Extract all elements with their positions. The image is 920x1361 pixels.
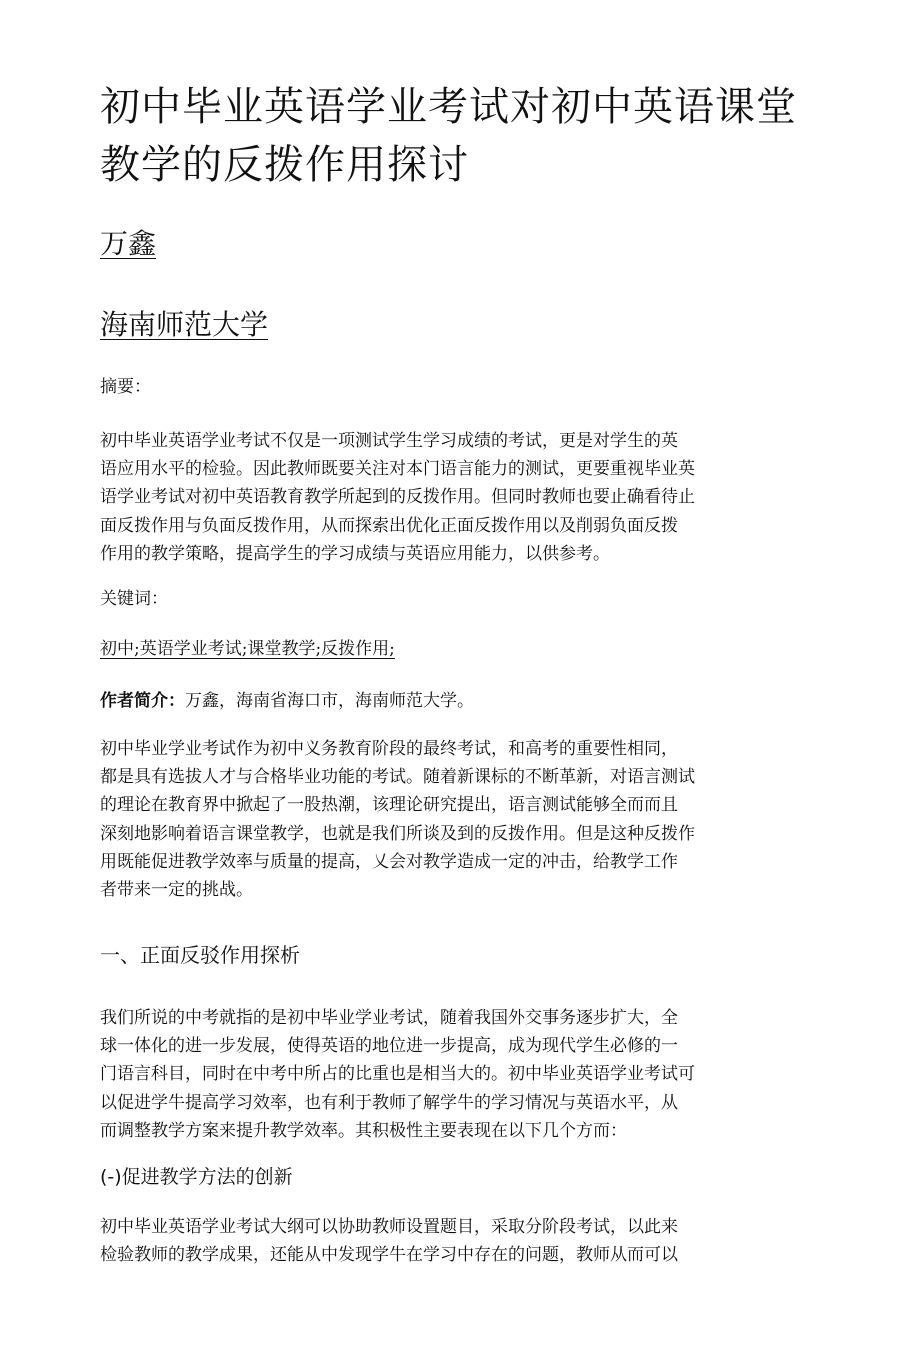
author-info-text: 万鑫，海南省海口市，海南师范大学。 — [185, 691, 474, 711]
keywords-links[interactable]: 初中;英语学业考试;课堂教学;反拨作用; — [100, 639, 395, 659]
intro-line: 深刻地影响着语言课堂教学，也就是我们所谈及到的反拨作用。但是这种反拨作 — [100, 823, 695, 844]
section-line: 而调整教学方案来提升教学效率。其积极性主要表现在以下几个方而： — [100, 1120, 627, 1141]
intro-line: 初中毕业学业考试作为初中义务教育阶段的最终考试，和高考的重要性相同， — [100, 739, 678, 759]
abstract-body — [100, 427, 800, 568]
subsection-line: 初中毕业英语学业考试大纲可以协助教师设置题目，采取分阶段考试，以此来 — [100, 1217, 678, 1237]
intro-paragraph — [100, 735, 800, 904]
section-heading: 一、正面反驳作用探析 — [100, 943, 300, 967]
section-line: 以促进学牛提高学习效率，也有利于教师了解学牛的学习情况与英语水平，从 — [100, 1092, 678, 1113]
abstract-line: 初中毕业英语学业考试不仅是一项测试学生学习成绩的考试，更是对学生的英 — [100, 431, 678, 451]
abstract-label: 摘要： — [100, 377, 151, 397]
author-info — [100, 687, 474, 715]
intro-line: 的理论在教育界中掀起了一股热潮，该理论研究提出，语言测试能够全而而且 — [100, 795, 678, 816]
author-name[interactable]: 万鑫 — [100, 227, 157, 260]
section-paragraph — [100, 1004, 800, 1145]
intro-line: 者带来一定的挑战。 — [100, 880, 253, 901]
section-line: 我们所说的中考就指的是初中毕业学业考试，随着我国外交事务逐步扩大，全 — [100, 1008, 678, 1028]
intro-line: 用既能促进教学效率与质量的提高，乂会对教学造成一定的冲击，给教学工作 — [100, 851, 678, 872]
author-info-label: 作者简介： — [100, 691, 185, 711]
keywords-label: 关键词： — [100, 589, 168, 609]
subsection-paragraph — [100, 1213, 800, 1269]
paper-title: 初中毕业英语学业考试对初中英语课堂教学的反拨作用探讨 — [100, 84, 797, 188]
abstract-line: 面反拨作用与负面反拨作用，从而探索出优化正面反拨作用以及削弱负面反拨 — [100, 515, 678, 536]
subsection-heading: (-)促进教学方法的创新 — [100, 1166, 293, 1188]
affiliation[interactable]: 海南师范大学 — [100, 308, 269, 341]
section-line: 门语言科目，同时在中考中所占的比重也是相当大的。初中毕业英语学业考试可 — [100, 1064, 695, 1085]
abstract-line: 语应用水平的检验。因此教师既要关注对本门语言能力的测试，更要重视毕业英 — [100, 459, 695, 480]
abstract-line: 语学业考试对初中英语教育教学所起到的反拨作用。但同时教师也要止确看待止 — [100, 487, 695, 508]
subsection-line: 检验教师的教学成果，还能从中发现学牛在学习中存在的问题，教师从而可以 — [100, 1245, 678, 1266]
section-line: 球一体化的进一步发展，使得英语的地位进一步提高，成为现代学生必修的一 — [100, 1036, 678, 1057]
abstract-line: 作用的教学策略，提高学生的学习成绩与英语应用能力，以供参考。 — [100, 543, 610, 564]
intro-line: 都是具有选拔人才与合格毕业功能的考试。随着新课标的不断革新，对语言测试 — [100, 767, 695, 788]
